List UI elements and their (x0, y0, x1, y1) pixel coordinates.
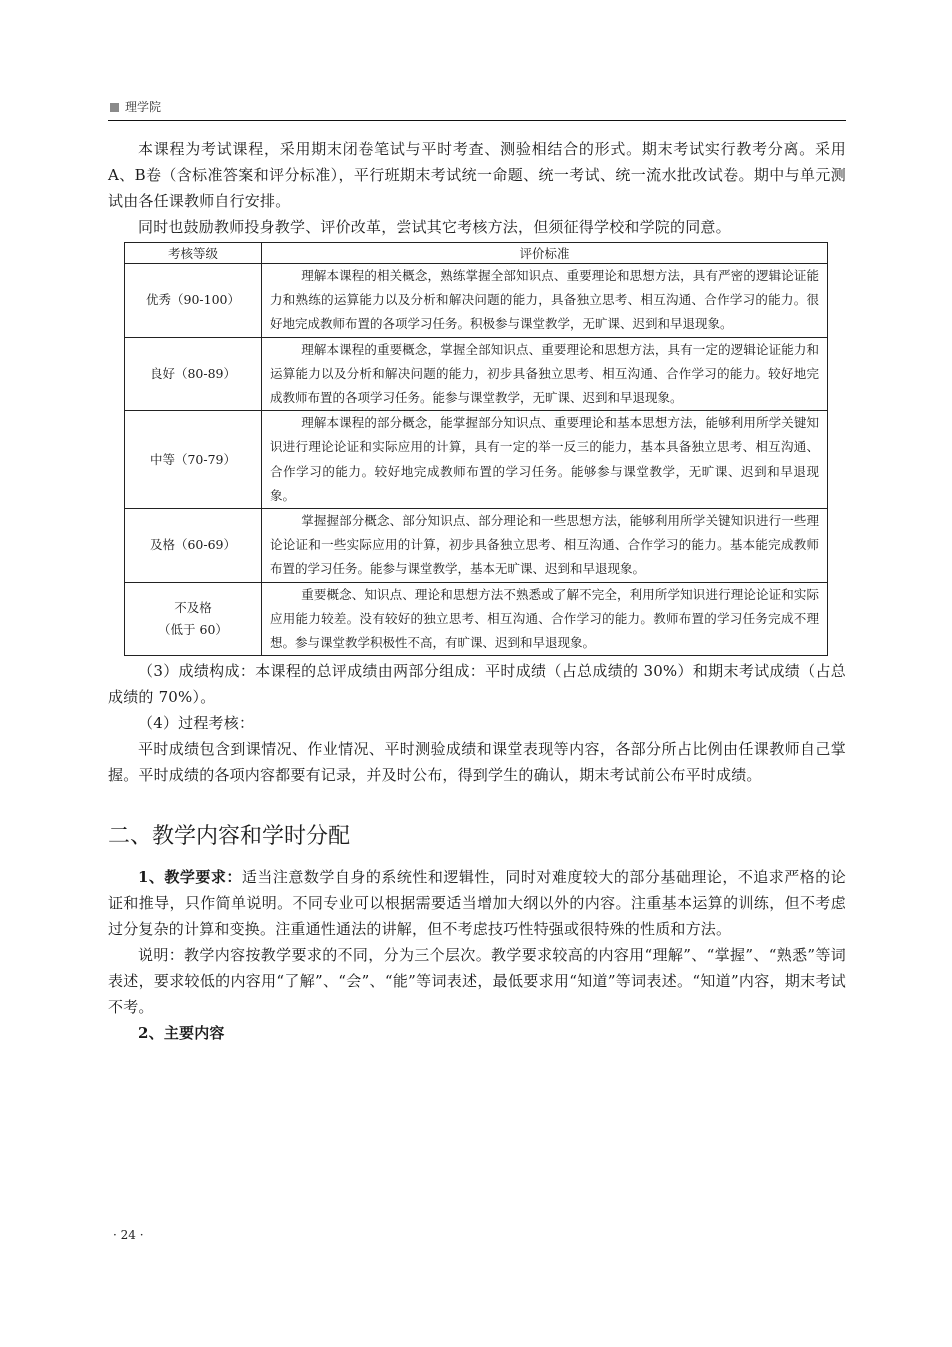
header-criteria: 评价标准 (262, 243, 828, 264)
grade-criteria: 理解本课程的重要概念，掌握全部知识点、重要理论和思想方法，具有一定的逻辑论证能力和运算能力以及分析和解决问题的能力，初步具备独立思考、相互沟通、合作学习的能力。较好地完成教师布置的各项学习任务。能参与课堂教学，无旷课、迟到和早退现象。 (262, 337, 828, 411)
paragraph-teaching-requirements (108, 864, 846, 942)
paragraph-reform: 同时也鼓励教师投身教学、评价改革，尝试其它考核方法，但须征得学校和学院的同意。 (138, 218, 731, 236)
subheading-main-content: 2、主要内容 (138, 1024, 225, 1043)
paragraph-process-title: （4）过程考核： (138, 714, 255, 733)
grade-level: 中等（70-79） (125, 411, 262, 509)
header-title: 理学院 (125, 100, 162, 114)
requirements-text: 适当注意数学自身的系统性和逻辑性，同时对难度较大的部分基础理论，不追求严格的论证和推导，只作简单说明。不同专业可以根据需要适当增加大纲以外的内容。注重基本运算的训练，但不考虑过分复杂的计算和变换。注重通性通法的讲解，但不考虑技巧性特强或很特殊的性质和方法。 (108, 868, 846, 939)
table-row (125, 582, 828, 656)
grade-criteria: 理解本课程的部分概念，能掌握部分知识点、重要理论和基本思想方法，能够利用所学关键知识进行理论论证和实际应用的计算，具有一定的举一反三的能力，基本具备独立思考、相互沟通、合作学习的能力。较好地完成教师布置的学习任务。能够参与课堂教学，无旷课、迟到和早退现象。 (262, 411, 828, 509)
grade-level: 及格（60-69） (125, 509, 262, 583)
table-row (125, 509, 828, 583)
square-bullet-icon (110, 103, 119, 112)
paragraph-note: 说明：教学内容按教学要求的不同，分为三个层次。教学要求较高的内容用“理解”、“掌握”、“熟悉”等词表述，要求较低的内容用“了解”、“会”、“能”等词表述，最低要求用“知道”等词表述。“知道”内容，期末考试不考。 (108, 946, 846, 1017)
requirements-label: 1、教学要求： (138, 868, 242, 887)
page-number: · 24 · (113, 1228, 144, 1242)
page-content (108, 136, 846, 1046)
section-heading: 二、教学内容和学时分配 (108, 824, 351, 850)
table-row (125, 337, 828, 411)
table-row (125, 411, 828, 509)
paragraph-grade-composition: （3）成绩构成：本课程的总评成绩由两部分组成：平时成绩（占总成绩的 30%）和期末考试成绩（占总成绩的 70%）。 (108, 662, 846, 707)
header-rule (108, 120, 846, 121)
grading-table (124, 242, 828, 656)
table-header-row (125, 243, 828, 264)
table-row (125, 264, 828, 338)
grade-criteria: 掌握握部分概念、部分知识点、部分理论和一些思想方法，能够利用所学关键知识进行一些理论论证和一些实际应用的计算，初步具备独立思考、相互沟通、合作学习的能力。基本能完成教师布置的学习任务。能参与课堂教学，基本无旷课、迟到和早退现象。 (262, 509, 828, 583)
grade-level: 优秀（90-100） (125, 264, 262, 338)
grade-criteria: 重要概念、知识点、理论和思想方法不熟悉或了解不完全，利用所学知识进行理论论证和实际应用能力较差。没有较好的独立思考、相互沟通、合作学习的能力。教师布置的学习任务完成不理想。参与课堂教学积极性不高，有旷课、迟到和早退现象。 (262, 582, 828, 656)
running-header (110, 99, 846, 115)
paragraph-process-body: 平时成绩包含到课情况、作业情况、平时测验成绩和课堂表现等内容，各部分所占比例由任课教师自己掌握。平时成绩的各项内容都要有记录，并及时公布，得到学生的确认，期末考试前公布平时成绩。 (108, 740, 846, 785)
paragraph-exam-form: 本课程为考试课程，采用期末闭卷笔试与平时考查、测验相结合的形式。期末考试实行教考分离。采用A、B卷（含标准答案和评分标准），平行班期末考试统一命题、统一考试、统一流水批改试卷。期中与单元测试由各任课教师自行安排。 (108, 140, 846, 210)
header-level: 考核等级 (125, 243, 262, 264)
grade-criteria: 理解本课程的相关概念，熟练掌握全部知识点、重要理论和思想方法，具有严密的逻辑论证能力和熟练的运算能力以及分析和解决问题的能力，具备独立思考、相互沟通、合作学习的能力。很好地完成教师布置的各项学习任务。积极参与课堂教学，无旷课、迟到和早退现象。 (262, 264, 828, 338)
grade-level: 良好（80-89） (125, 337, 262, 411)
grade-level: 不及格 （低于 60） (125, 582, 262, 656)
